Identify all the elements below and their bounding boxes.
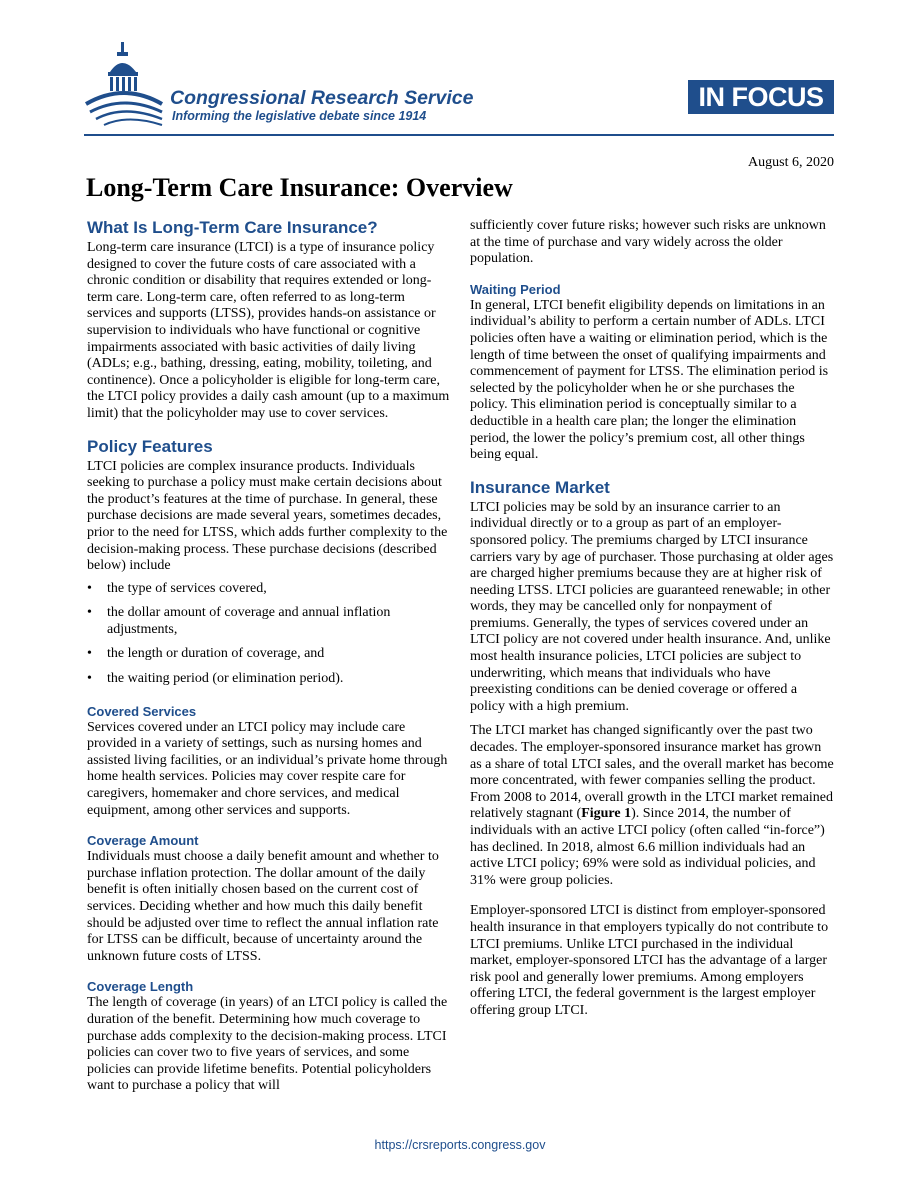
section-heading-policy-features: Policy Features (87, 436, 213, 456)
list-item-text: the length or duration of coverage, and (107, 646, 325, 662)
figure-reference: Figure 1 (581, 806, 632, 822)
list-item (87, 671, 451, 688)
subsection-heading-coverage-amount: Coverage Amount (87, 833, 199, 849)
paragraph: The length of coverage (in years) of an LTCI policy is called the duration of the benefit. Determining how much coverage to purchase adds complexity to the decision-making process. LTCI policies can cover two to five years of services, and some policies can provide lifetime benefits. Potential policyholders want to purchase a policy that will (87, 995, 448, 1094)
subsection-heading-covered-services: Covered Services (87, 703, 197, 719)
paragraph: In general, LTCI benefit eligibility depends on limitations in an individual’s ability to perform a certain number of ADLs. LTCI policies often have a waiting or elimination period, which is the length of time between the onset of qualifying impairments and commencement of payment for LTSS. The elimination period is selected by the policyholder when he or she purchases the policy. This elimination period is conceptually similar to a deductible in a health care plan; the longer the elimination period, the lower the policy’s premium cost, all other things being equal. (470, 297, 829, 463)
list-item-text: the waiting period (or elimination period). (107, 671, 344, 687)
bullet-icon: • (87, 671, 92, 687)
bullet-list (87, 581, 451, 688)
section-heading-insurance-market: Insurance Market (470, 477, 610, 497)
paragraph: LTCI policies may be sold by an insurance carrier to an individual directly or to a group as part of an employer-sponsored policy. The premiums charged by LTCI insurance carriers vary by age of purchaser. Those purchasing at older ages are charged higher premiums because they are at higher risk of needing LTSS. LTCI policies are guaranteed renewable; in other words, they may be cancelled only for nonpayment of premiums. Generally, the types of services covered under an LTCI policy are not covered under health insurance. And, unlike most health insurance policies, LTCI policies are subject to underwriting, which means that individuals who have preexisting conditions can be denied coverage or offered a policy with a high premium. (470, 499, 834, 714)
paragraph: sufficiently cover future risks; however such risks are unknown at the time of purchase and vary widely across the older population. (470, 218, 826, 267)
right-column (470, 218, 834, 1020)
header-divider (84, 134, 834, 136)
paragraph (470, 723, 834, 889)
paragraph: LTCI policies are complex insurance products. Individuals seeking to purchase a policy must make certain decisions about the product’s features at the time of purchase. In general, these purchase decisions are made several years, sometimes decades, prior to the need for LTSS, which adds further complexity to the decision-making process. These purchase decisions (described below) include (87, 458, 448, 574)
capitol-dome-logo (84, 40, 164, 130)
footer-url-link[interactable]: https://crsreports.congress.gov (374, 1138, 546, 1152)
bullet-icon: • (87, 580, 92, 596)
paragraph: Individuals must choose a daily benefit amount and whether to purchase inflation protection. The dollar amount of the daily benefit is often initially chosen based on the current cost of services. Deciding whether and how much this daily benefit should be adjusted over time to reflect the annual inflation rate for LTSS can be difficult, because of uncertainty around the unknown future costs of LTSS. (87, 849, 439, 964)
section-heading-what-is-ltci: What Is Long-Term Care Insurance? (87, 218, 378, 237)
paragraph: Long-term care insurance (LTCI) is a type of insurance policy designed to cover the future costs of care associated with a chronic condition or disability that requires extended or long-term care. Long-term care, often referred to as long-term services and supports (LTSS), provides hands-on assistance or supervision to individuals who have functional or cognitive impairments associated with basic activities of daily living (ADLs; e.g., bathing, dressing, eating, mobility, toileting, and continence). Once a policyholder is eligible for long-term care, the LTCI policy provides a daily cash amount (up to a maximum limit) that the policyholder may use to cover services. (87, 240, 450, 421)
list-item (87, 581, 451, 598)
paragraph: Services covered under an LTCI policy may include care provided in a variety of settings, such as nursing homes and assisted living facilities, or an individual’s private home through home health services. Policies may cover respite care for caregivers, homemaker and chore services, and medical equipment, among other services and supports. (87, 719, 448, 818)
org-tagline: Informing the legislative debate since 1914 (172, 109, 427, 123)
subsection-heading-coverage-length: Coverage Length (87, 979, 194, 995)
paragraph: Employer-sponsored LTCI is distinct from employer-sponsored health insurance in that employers typically do not contribute to LTCI premiums. Unlike LTCI purchased in the individual market, employer-sponsored LTCI has the advantage of a larger risk pool and generally lower premiums. Among employers offering LTCI, the federal government is the largest employer offering group LTCI. (470, 903, 829, 1018)
page-title: Long-Term Care Insurance: Overview (86, 173, 513, 202)
list-item-text: the type of services covered, (107, 580, 267, 596)
left-column (87, 218, 451, 1095)
paragraph-text: ). Since 2014, the number of individuals with an active LTCI policy (often called “in-force”) has declined. In 2018, almost 6.6 million individuals had an active LTCI policy; 69% were sold as individual policies, and 31% were group policies. (470, 806, 825, 888)
org-name: Congressional Research Service (170, 87, 474, 109)
bullet-icon: • (87, 605, 92, 621)
list-item (87, 605, 451, 638)
list-item (87, 646, 451, 663)
subsection-heading-waiting-period: Waiting Period (470, 281, 561, 297)
page-header (84, 40, 836, 136)
bullet-icon: • (87, 646, 92, 662)
paragraph-text: The LTCI market has changed significantly over the past two decades. The employer-sponsored insurance market has grown as a share of total LTCI sales, and the overall market has become more concentrated, with fewer companies selling the product. From 2008 to 2014, overall growth in the LTCI market remained relatively stagnant ( (470, 723, 834, 822)
publication-date: August 6, 2020 (748, 155, 834, 170)
list-item-text: the dollar amount of coverage and annual inflation adjustments, (107, 605, 391, 637)
in-focus-badge: IN FOCUS (688, 80, 834, 114)
